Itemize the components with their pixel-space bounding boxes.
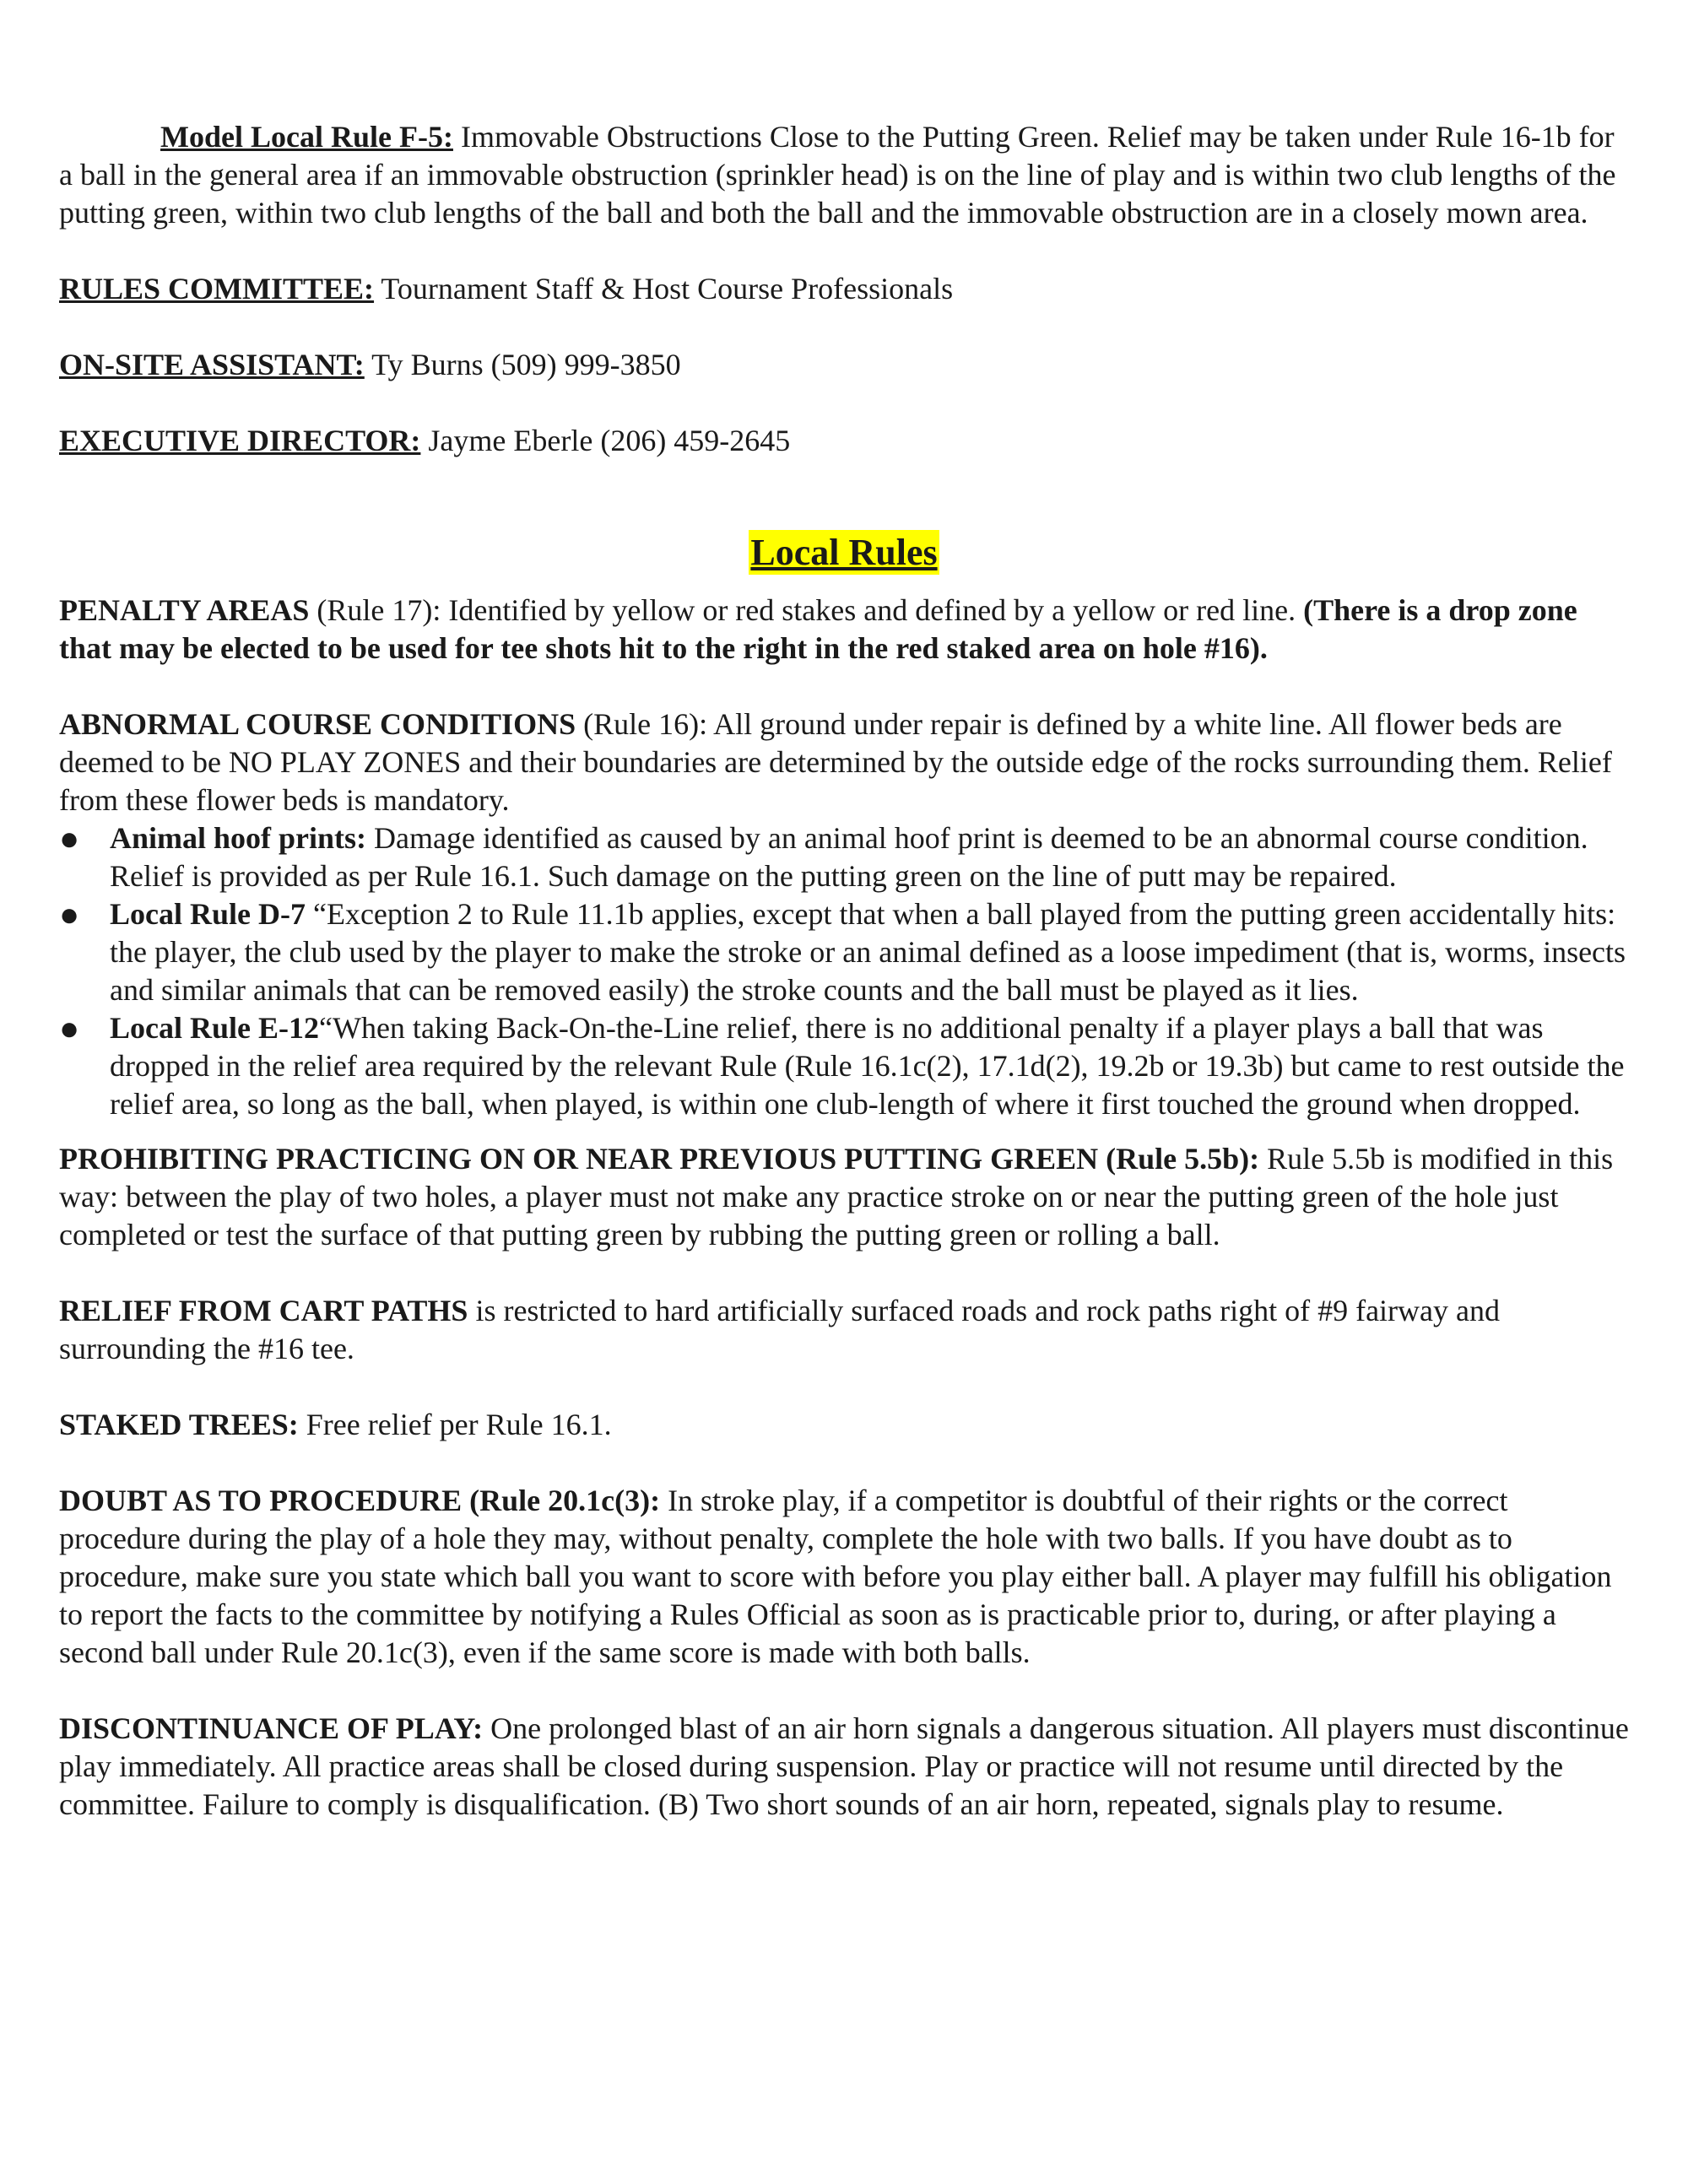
animal-hoof-prints-text: Damage identified as caused by an animal hoof print is deemed to be an abnormal course condition. Relief is provided as per Rule 16.1. Such damage on the putting green on the line of putt may be repaired.	[110, 821, 1588, 893]
doubt-procedure-paragraph	[59, 1482, 1629, 1672]
cart-paths-paragraph	[59, 1292, 1629, 1368]
discontinuance-label: DISCONTINUANCE OF PLAY:	[59, 1711, 484, 1745]
animal-hoof-prints-label: Animal hoof prints:	[110, 821, 367, 855]
model-local-rule-label: Model Local Rule F-5:	[160, 120, 453, 154]
discontinuance-paragraph	[59, 1710, 1629, 1824]
executive-director-value: Jayme Eberle (206) 459-2645	[420, 424, 791, 457]
discontinuance-text: One prolonged blast of an air horn signals a dangerous situation. All players must discontinue play immediately. All practice areas shall be closed during suspension. Play or practice will not resume until directed by the committee. Failure to comply is disqualification. (B) Two short sounds of an air horn, repeated, signals play to resume.	[59, 1711, 1629, 1821]
list-item	[59, 819, 1629, 895]
rules-committee-label: RULES COMMITTEE:	[59, 272, 375, 305]
on-site-assistant-label: ON-SITE ASSISTANT:	[59, 348, 365, 381]
executive-director-line	[59, 422, 1629, 460]
rules-committee-value: Tournament Staff & Host Course Professionals	[374, 272, 954, 305]
bullet-icon: ●	[59, 819, 80, 857]
list-item	[59, 895, 1629, 1009]
document-page	[59, 118, 1629, 1824]
local-rules-heading-wrap	[59, 529, 1629, 576]
prohibiting-practicing-paragraph	[59, 1140, 1629, 1254]
prohibiting-practicing-label: PROHIBITING PRACTICING ON OR NEAR PREVIOUS PUTTING GREEN (Rule 5.5b):	[59, 1142, 1260, 1176]
cart-paths-label: RELIEF FROM CART PATHS	[59, 1294, 468, 1327]
penalty-areas-label: PENALTY AREAS	[59, 593, 310, 627]
local-rule-e12-label: Local Rule E-12	[110, 1011, 319, 1045]
local-rule-d7-text: “Exception 2 to Rule 11.1b applies, except that when a ball played from the putting green accidentally hits: the player, the club used by the player to make the stroke or an animal defined as a loose impediment (that is, worms, insects and similar animals that can be removed easily) the stroke counts and the ball must be played as it lies.	[110, 897, 1626, 1007]
staked-trees-text: Free relief per Rule 16.1.	[298, 1408, 612, 1441]
local-rule-d7-label: Local Rule D-7	[110, 897, 306, 931]
bullet-icon: ●	[59, 1009, 80, 1047]
penalty-areas-paragraph	[59, 592, 1629, 668]
local-rules-heading: Local Rules	[750, 532, 938, 573]
local-rule-e12-text: “When taking Back-On-the-Line relief, there is no additional penalty if a player plays a ball that was dropped in the relief area required by the relevant Rule (Rule 16.1c(2), 17.1d(2), 19.2b or 19.3b) but came to rest outside the relief area, so long as the ball, when played, is within one club-length of where it first touched the ground when dropped.	[110, 1011, 1625, 1121]
executive-director-label: EXECUTIVE DIRECTOR:	[59, 424, 421, 457]
abnormal-conditions-label: ABNORMAL COURSE CONDITIONS	[59, 707, 576, 741]
list-item	[59, 1009, 1629, 1123]
doubt-procedure-text: In stroke play, if a competitor is doubtful of their rights or the correct procedure during the play of a hole they may, without penalty, complete the hole with two balls. If you have doubt as to procedure, make sure you state which ball you want to score with before you play either ball. A player may fulfill his obligation to report the facts to the committee by notifying a Rules Official as soon as is practicable prior to, during, or after playing a second ball under Rule 20.1c(3), even if the same score is made with both balls.	[59, 1484, 1612, 1669]
model-local-rule-text: Immovable Obstructions Close to the Putting Green. Relief may be taken under Rule 16-1b for a ball in the general area if an immovable obstruction (sprinkler head) is on the line of play and is within two club lengths of the putting green, within two club lengths of the ball and both the ball and the immovable obstruction are in a closely mown area.	[59, 120, 1616, 230]
on-site-assistant-value: Ty Burns (509) 999-3850	[364, 348, 681, 381]
abnormal-conditions-paragraph	[59, 705, 1629, 819]
model-local-rule-paragraph	[59, 118, 1629, 232]
on-site-assistant-line	[59, 346, 1629, 384]
penalty-areas-text: (Rule 17): Identified by yellow or red stakes and defined by a yellow or red line.	[309, 593, 1304, 627]
doubt-procedure-label: DOUBT AS TO PROCEDURE (Rule 20.1c(3):	[59, 1484, 661, 1517]
staked-trees-label: STAKED TREES:	[59, 1408, 299, 1441]
abnormal-conditions-text: (Rule 16): All ground under repair is defined by a white line. All flower beds are deemed to be NO PLAY ZONES and their boundaries are determined by the outside edge of the rocks surrounding them. Relief from these flower beds is mandatory.	[59, 707, 1612, 817]
rules-committee-line	[59, 270, 1629, 308]
prohibiting-practicing-text: Rule 5.5b is modified in this way: between the play of two holes, a player must not make any practice stroke on or near the putting green of the hole just completed or test the surface of that putting green by rubbing the putting green or rolling a ball.	[59, 1142, 1614, 1251]
abnormal-conditions-list	[59, 819, 1629, 1123]
penalty-areas-drop-zone-note: (There is a drop zone that may be elected to be used for tee shots hit to the right in the red staked area on hole #16).	[59, 593, 1577, 665]
bullet-icon: ●	[59, 895, 80, 933]
cart-paths-text: is restricted to hard artificially surfaced roads and rock paths right of #9 fairway and surrounding the #16 tee.	[59, 1294, 1500, 1365]
staked-trees-paragraph	[59, 1406, 1629, 1444]
